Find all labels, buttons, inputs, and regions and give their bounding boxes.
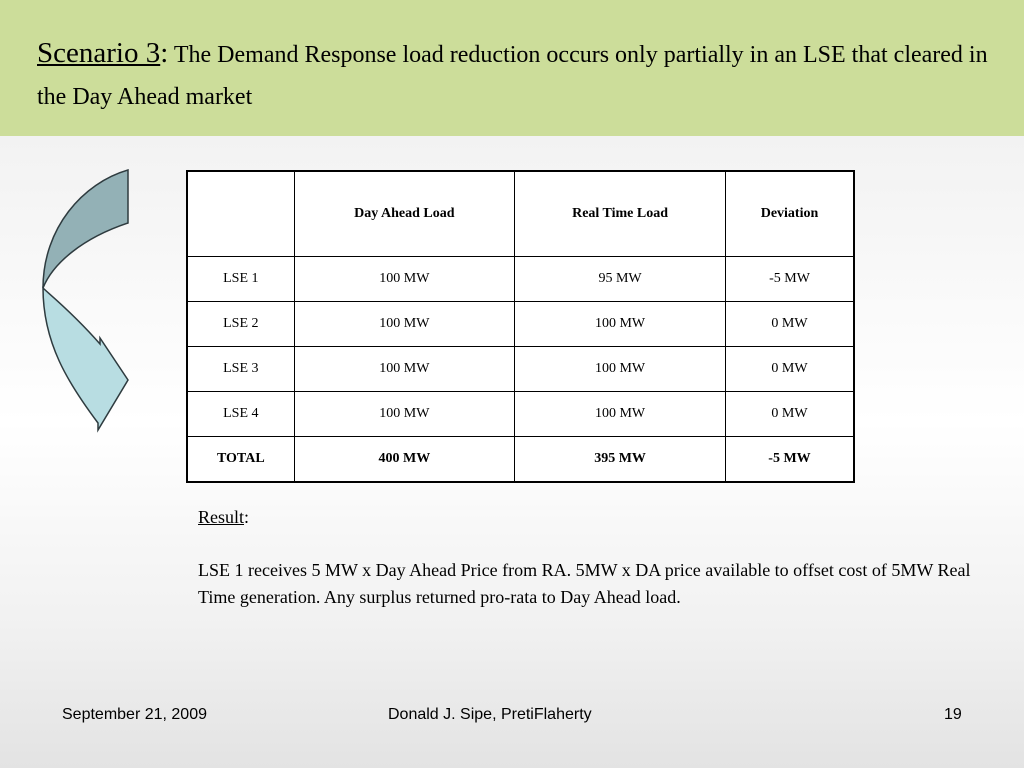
table-cell: -5 MW	[725, 437, 854, 483]
table-cell: LSE 1	[187, 257, 294, 302]
table-cell: 100 MW	[515, 302, 726, 347]
table-cell: LSE 4	[187, 392, 294, 437]
table-cell: 95 MW	[515, 257, 726, 302]
table-cell: 100 MW	[294, 392, 515, 437]
table-header-cell: Deviation	[725, 171, 854, 257]
scenario-colon: :	[160, 37, 169, 69]
table-cell: 0 MW	[725, 392, 854, 437]
table-row	[187, 392, 854, 437]
table-row	[187, 257, 854, 302]
curved-arrow-icon	[38, 168, 134, 434]
footer-author: Donald J. Sipe, PretiFlaherty	[388, 706, 592, 723]
table-total-row	[187, 437, 854, 483]
table-cell: 100 MW	[294, 302, 515, 347]
table-cell: TOTAL	[187, 437, 294, 483]
result-section	[198, 504, 988, 611]
table-cell: 100 MW	[294, 257, 515, 302]
table-row	[187, 347, 854, 392]
table-cell: 100 MW	[294, 347, 515, 392]
table-header-cell: Real Time Load	[515, 171, 726, 257]
table-cell: LSE 2	[187, 302, 294, 347]
result-heading	[198, 504, 988, 531]
curved-arrow-dark-part	[43, 170, 128, 288]
table-cell: 100 MW	[515, 347, 726, 392]
result-label: Result	[198, 507, 245, 527]
table-cell: 395 MW	[515, 437, 726, 483]
table-cell: 0 MW	[725, 302, 854, 347]
table-cell: LSE 3	[187, 347, 294, 392]
load-table	[186, 170, 855, 483]
table-cell: 0 MW	[725, 347, 854, 392]
table-cell: 100 MW	[515, 392, 726, 437]
table-header-row	[187, 171, 854, 257]
table-cell: 400 MW	[294, 437, 515, 483]
page-number: 19	[944, 706, 962, 723]
table-header-cell: Day Ahead Load	[294, 171, 515, 257]
result-body: LSE 1 receives 5 MW x Day Ahead Price from RA. 5MW x DA price available to offset cost of 5MW Real Time generation. Any surplus returned pro-rata to Day Ahead load.	[198, 560, 971, 607]
slide-title	[37, 32, 1012, 118]
table-row	[187, 302, 854, 347]
table-cell: -5 MW	[725, 257, 854, 302]
table-header-cell	[187, 171, 294, 257]
curved-arrow-light-part	[43, 288, 128, 430]
footer-date: September 21, 2009	[62, 706, 207, 723]
scenario-label: Scenario 3	[37, 37, 161, 69]
result-colon: :	[244, 507, 250, 527]
title-text: The Demand Response load reduction occurs only partially in an LSE that cleared in the Day Ahead market	[37, 42, 988, 110]
